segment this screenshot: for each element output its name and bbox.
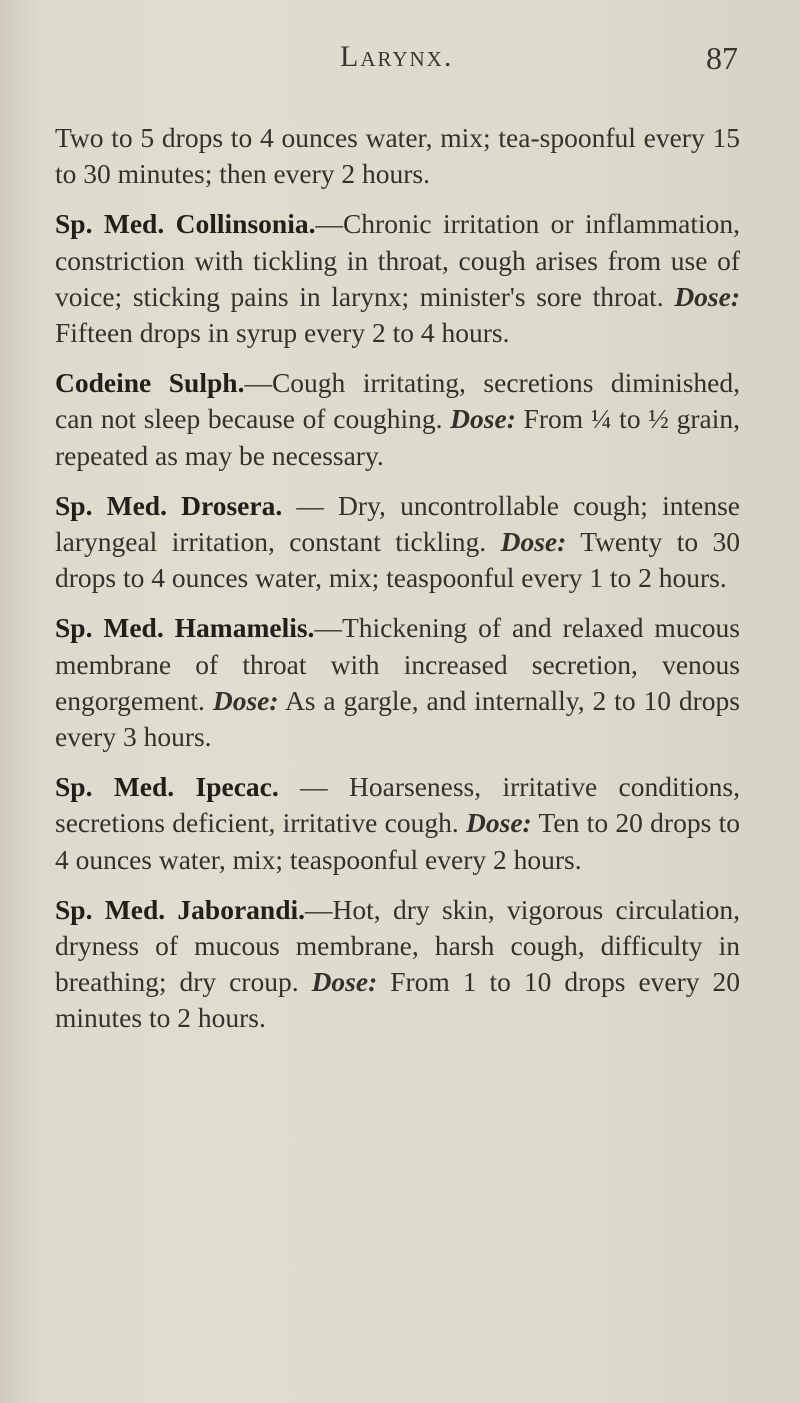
- entry-dose: Ten to 20 drops to 4 ounces water, mix; teaspoonful every 2 hours.: [55, 807, 740, 875]
- dose-label: Dose:: [466, 807, 532, 839]
- dose-label: Dose:: [450, 403, 516, 435]
- page-body: [55, 120, 740, 1051]
- dose-label: Dose:: [311, 966, 378, 998]
- entry-description: —Hot, dry skin, vigorous circulation, dryness of mucous membrane, harsh cough, difficulty in breathing; dry croup.: [55, 893, 740, 998]
- entry-name: Sp. Med. Ipecac.: [55, 771, 279, 803]
- page-header: [55, 40, 738, 90]
- entry-dose: From 1 to 10 drops every 20 minutes to 2 hours.: [55, 966, 740, 1034]
- entry-name: Sp. Med. Collinsonia.: [55, 208, 316, 240]
- entry-dose: As a gargle, and internally, 2 to 10 drops every 3 hours.: [55, 684, 741, 753]
- entry-dose: From ¼ to ½ grain, repeated as may be necessary.: [55, 403, 740, 471]
- page-number: 87: [706, 40, 738, 76]
- dose-label: Dose:: [674, 280, 740, 312]
- entry-name: Codeine Sulph.: [55, 367, 245, 399]
- entry-codeine: [55, 365, 740, 474]
- dose-label: Dose:: [500, 526, 567, 558]
- entry-description: — Dry, uncontrollable cough; intense laryngeal irritation, constant tickling.: [55, 489, 740, 558]
- entry-description: —Cough irritating, secretions diminished, can not sleep because of coughing.: [55, 367, 740, 435]
- entry-collinsonia: [55, 206, 740, 351]
- entry-jaborandi: [55, 892, 740, 1037]
- entry-description: —Thickening of and relaxed mucous membrane of throat with increased secretion, venous engorgement.: [55, 612, 740, 716]
- entry-drosera: [55, 488, 740, 597]
- running-title: Larynx.: [340, 40, 454, 73]
- entry-description: — Hoarseness, irritative conditions, secretions deficient, irritative cough.: [55, 771, 740, 839]
- entry-dose: Fifteen drops in syrup every 2 to 4 hours.: [55, 317, 510, 349]
- entry-name: Sp. Med. Jaborandi.: [55, 893, 306, 925]
- entry-dose: Twenty to 30 drops to 4 ounces water, mix; teaspoonful every 1 to 2 hours.: [55, 526, 740, 594]
- dose-label: Dose:: [212, 684, 279, 716]
- entry-name: Sp. Med. Drosera.: [55, 489, 283, 521]
- entry-name: Sp. Med. Hamamelis.: [55, 612, 315, 644]
- intro-paragraph: Two to 5 drops to 4 ounces water, mix; tea-spoonful every 15 to 30 minutes; then every 2 hours.: [55, 122, 740, 190]
- entry-description: —Chronic irritation or inflammation, constriction with tickling in throat, cough arises from use of voice; sticking pains in larynx; minister's sore throat.: [55, 208, 740, 312]
- entry-hamamelis: [55, 610, 740, 755]
- entry-ipecac: [55, 769, 740, 878]
